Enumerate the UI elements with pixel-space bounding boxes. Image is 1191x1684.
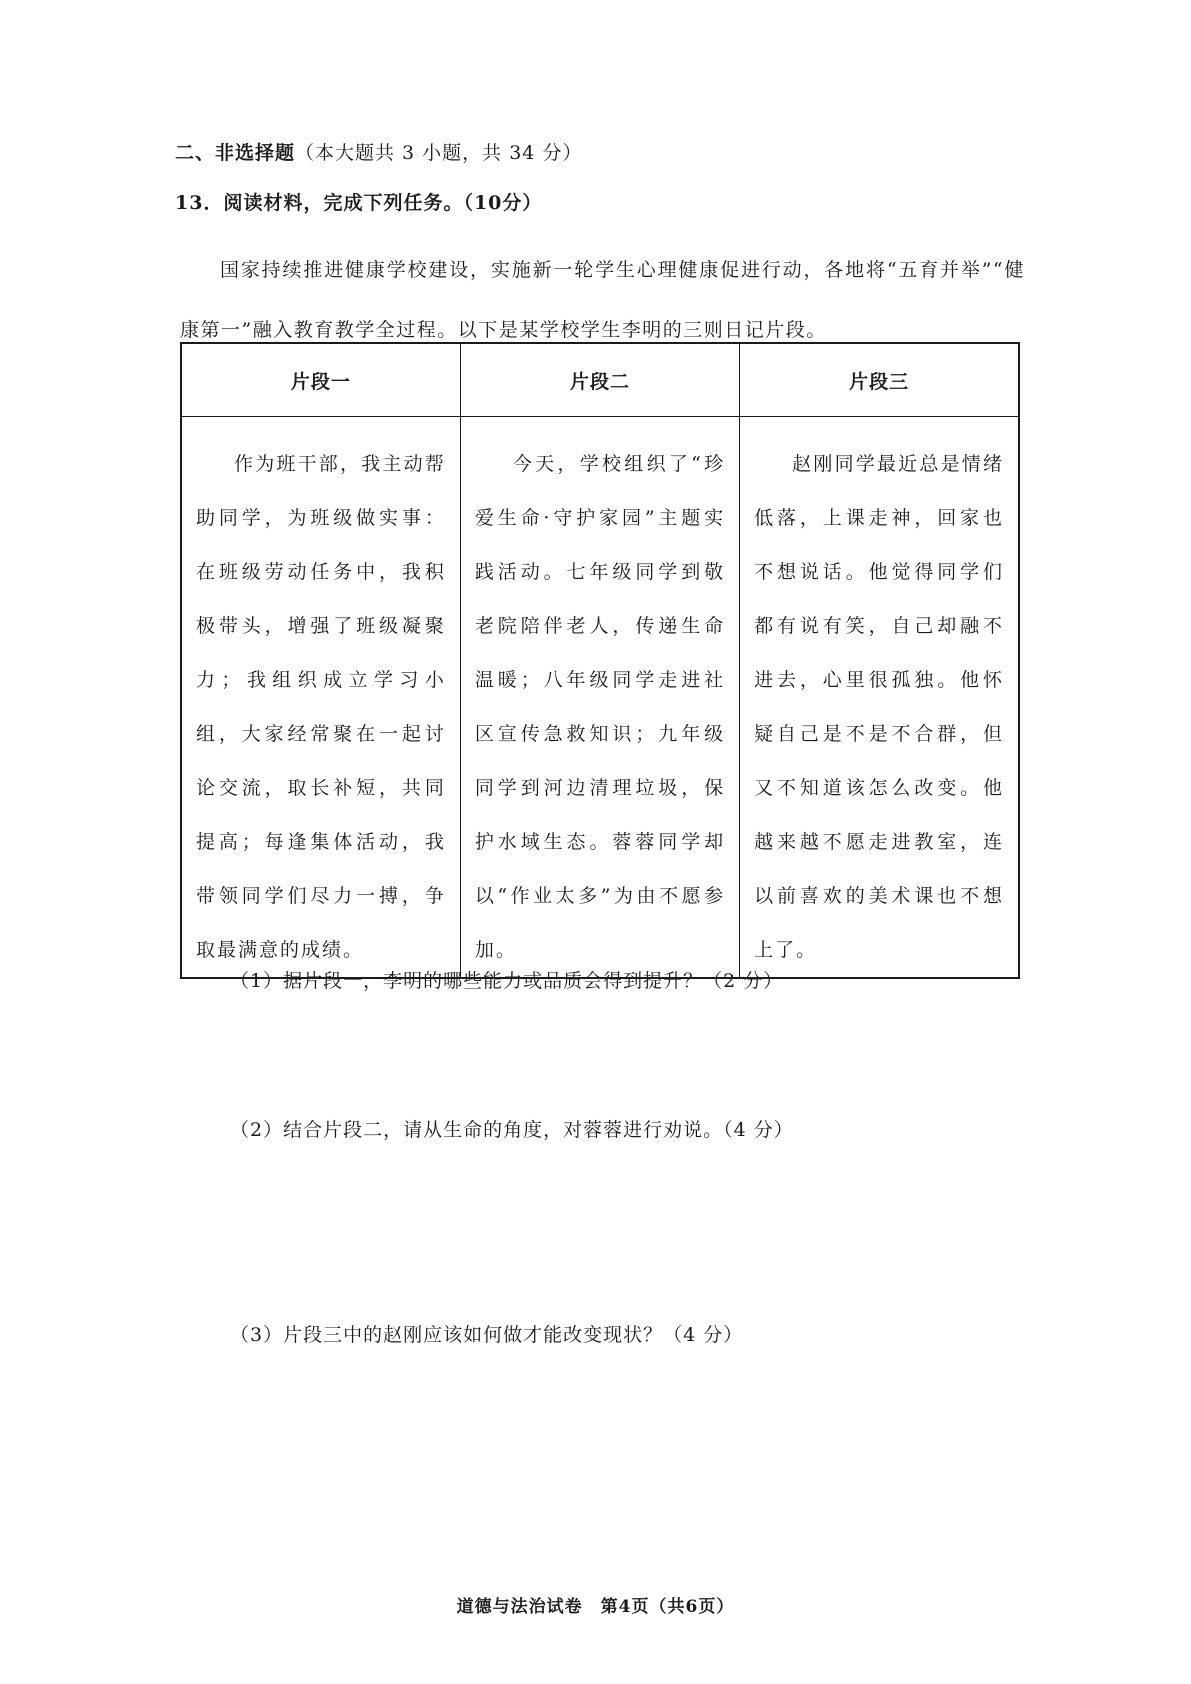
table-row — [181, 417, 1019, 979]
table-cell-1: 作为班干部，我主动帮助同学，为班级做实事：在班级劳动任务中，我积极带头，增强了班级凝聚力；我组织成立学习小组，大家经常聚在一起讨论交流，取长补短，共同提高；每逢集体活动，我带领同学们尽力一搏，争取最满意的成绩。 — [181, 417, 460, 979]
question-intro: 国家持续推进健康学校建设，实施新一轮学生心理健康促进行动，各地将“五育并举”“健康第一”融入教育教学全过程。以下是某学校学生李明的三则日记片段。 — [180, 259, 1025, 341]
sub-question-2: （2）结合片段二，请从生命的角度，对蓉蓉进行劝说。（4 分） — [230, 1119, 794, 1141]
section-note: （本大题共 3 小题，共 34 分） — [295, 142, 583, 164]
table-header-row — [181, 343, 1019, 417]
table-header-1: 片段一 — [181, 343, 460, 417]
sub-question-1: （1）据片段一，李明的哪些能力或品质会得到提升？（2 分） — [230, 970, 784, 992]
table-cell-3: 赵刚同学最近总是情绪低落，上课走神，回家也不想说话。他觉得同学们都有说有笑，自己却融不进去，心里很孤独。他怀疑自己是不是不合群，但又不知道该怎么改变。他越来越不愿走进教室，连以前喜欢的美术课也不想上了。 — [740, 417, 1019, 979]
question-title: 13．阅读材料，完成下列任务。（10分） — [175, 192, 543, 214]
diary-table — [180, 342, 1020, 979]
table-header-3: 片段三 — [740, 343, 1019, 417]
section-title — [175, 138, 582, 165]
section-heading: 二、非选择题 — [175, 142, 296, 164]
sub-question-3: （3）片段三中的赵刚应该如何做才能改变现状？（4 分） — [230, 1324, 744, 1346]
page-footer: 道德与法治试卷 第4页（共6页） — [456, 1597, 735, 1617]
table-header-2: 片段二 — [460, 343, 739, 417]
table-cell-2: 今天，学校组织了“珍爱生命·守护家园”主题实践活动。七年级同学到敬老院陪伴老人，传递生命温暖；八年级同学走进社区宣传急救知识；九年级同学到河边清理垃圾，保护水域生态。蓉蓉同学却以“作业太多”为由不愿参加。 — [460, 417, 739, 979]
